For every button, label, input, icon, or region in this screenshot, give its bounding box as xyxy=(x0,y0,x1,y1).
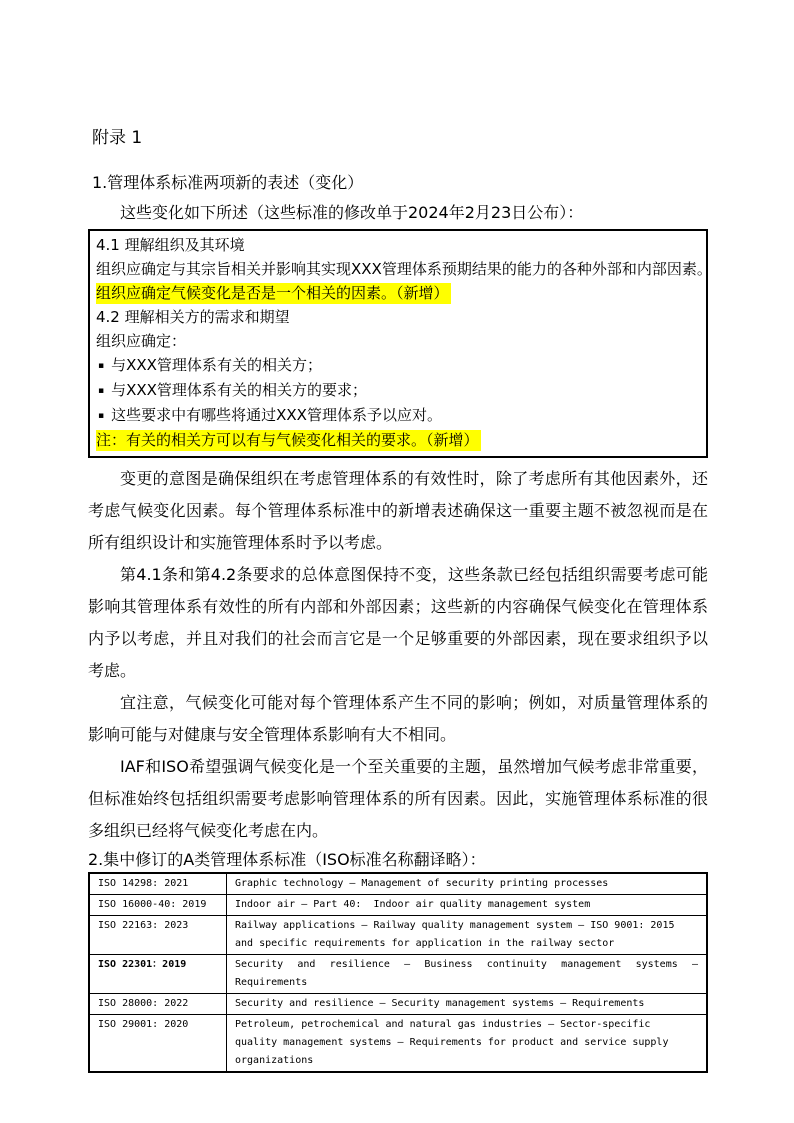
title-cell: Security and resilience — Business continuity management systems — Requirements xyxy=(227,955,708,994)
bullet-text: 与XXX管理体系有关的相关方的要求； xyxy=(111,381,367,399)
table-row xyxy=(89,873,707,895)
clause-42-heading: 4.2 理解相关方的需求和期望 xyxy=(96,308,290,326)
body-paragraph: IAF和ISO希望强调气候变化是一个至关重要的主题，虽然增加气候考虑非常重要，但标准始终包括组织需要考虑影响管理体系的所有因素。因此，实施管理体系标准的很多组织已经将气候变化考虑在内。 xyxy=(88,757,708,840)
square-bullet-icon: ▪ xyxy=(98,386,105,396)
table-row xyxy=(89,916,707,955)
standard-cell: ISO 16000-40: 2019 xyxy=(89,895,227,916)
highlighted-note-text: 注：有关的相关方可以有与气候变化相关的要求。（新增） xyxy=(96,431,479,449)
table-row-bold xyxy=(89,955,707,994)
square-bullet-icon: ▪ xyxy=(98,361,105,371)
table-row xyxy=(89,994,707,1015)
table-row xyxy=(89,1015,707,1073)
bullet-item xyxy=(96,403,700,428)
appendix-title: 附录 1 xyxy=(92,128,143,148)
clause-42-lead: 组织应确定： xyxy=(96,332,187,350)
body-paragraph: 宜注意，气候变化可能对每个管理体系产生不同的影响；例如，对质量管理体系的影响可能与对健康与安全管理体系影响有大不相同。 xyxy=(88,693,708,744)
title-cell: Graphic technology — Management of security printing processes xyxy=(227,873,708,895)
title-cell: Security and resilience — Security management systems — Requirements xyxy=(227,994,708,1015)
standard-cell: ISO 22301：2019 xyxy=(89,955,227,994)
bullet-item xyxy=(96,353,700,378)
square-bullet-icon: ▪ xyxy=(98,411,105,421)
bullet-text: 与XXX管理体系有关的相关方； xyxy=(111,356,322,374)
table-row xyxy=(89,895,707,916)
standard-cell: ISO 22163: 2023 xyxy=(89,916,227,955)
section2-heading: 2.集中修订的A类管理体系标准（ISO标准名称翻译略）： xyxy=(88,850,486,869)
title-cell: Petroleum, petrochemical and natural gas industries — Sector-specific quality management systems — Requirements for product and service supply organizations xyxy=(227,1015,708,1073)
title-cell: Railway applications — Railway quality management system — ISO 9001: 2015 and specific requirements for application in the railway sector xyxy=(227,916,708,955)
standard-cell: ISO 28000: 2022 xyxy=(89,994,227,1015)
standard-cell: ISO 14298: 2021 xyxy=(89,873,227,895)
body-paragraph: 第4.1条和第4.2条要求的总体意图保持不变，这些条款已经包括组织需要考虑可能影响其管理体系有效性的所有内部和外部因素；这些新的内容确保气候变化在管理体系内予以考虑，并且对我们的社会而言它是一个足够重要的外部因素，现在要求组织予以考虑。 xyxy=(88,565,708,680)
highlighted-addition-text: 组织应确定气候变化是否是一个相关的因素。（新增） xyxy=(96,284,449,302)
body-paragraph: 变更的意图是确保组织在考虑管理体系的有效性时，除了考虑所有其他因素外，还考虑气候变化因素。每个管理体系标准中的新增表述确保这一重要主题不被忽视而是在所有组织设计和实施管理体系时予以考虑。 xyxy=(88,469,708,552)
bullet-text: 这些要求中有哪些将通过XXX管理体系予以应对。 xyxy=(111,406,442,424)
standard-cell: ISO 29001: 2020 xyxy=(89,1015,227,1073)
clause-41-heading: 4.1 理解组织及其环境 xyxy=(96,236,245,254)
clause-41-text: 组织应确定与其宗旨相关并影响其实现XXX管理体系预期结果的能力的各种外部和内部因素。 xyxy=(96,260,712,278)
note-addition xyxy=(96,428,700,452)
clause-box xyxy=(88,229,712,458)
clause-41-addition xyxy=(96,281,700,305)
section1-intro: 这些变化如下所述（这些标准的修改单于2024年2月23日公布）： xyxy=(120,203,584,222)
bullet-item xyxy=(96,378,700,403)
standards-table xyxy=(88,872,708,1073)
title-cell: Indoor air — Part 40: Indoor air quality management system xyxy=(227,895,708,916)
section1-heading: 1.管理体系标准两项新的表述（变化） xyxy=(92,173,364,192)
